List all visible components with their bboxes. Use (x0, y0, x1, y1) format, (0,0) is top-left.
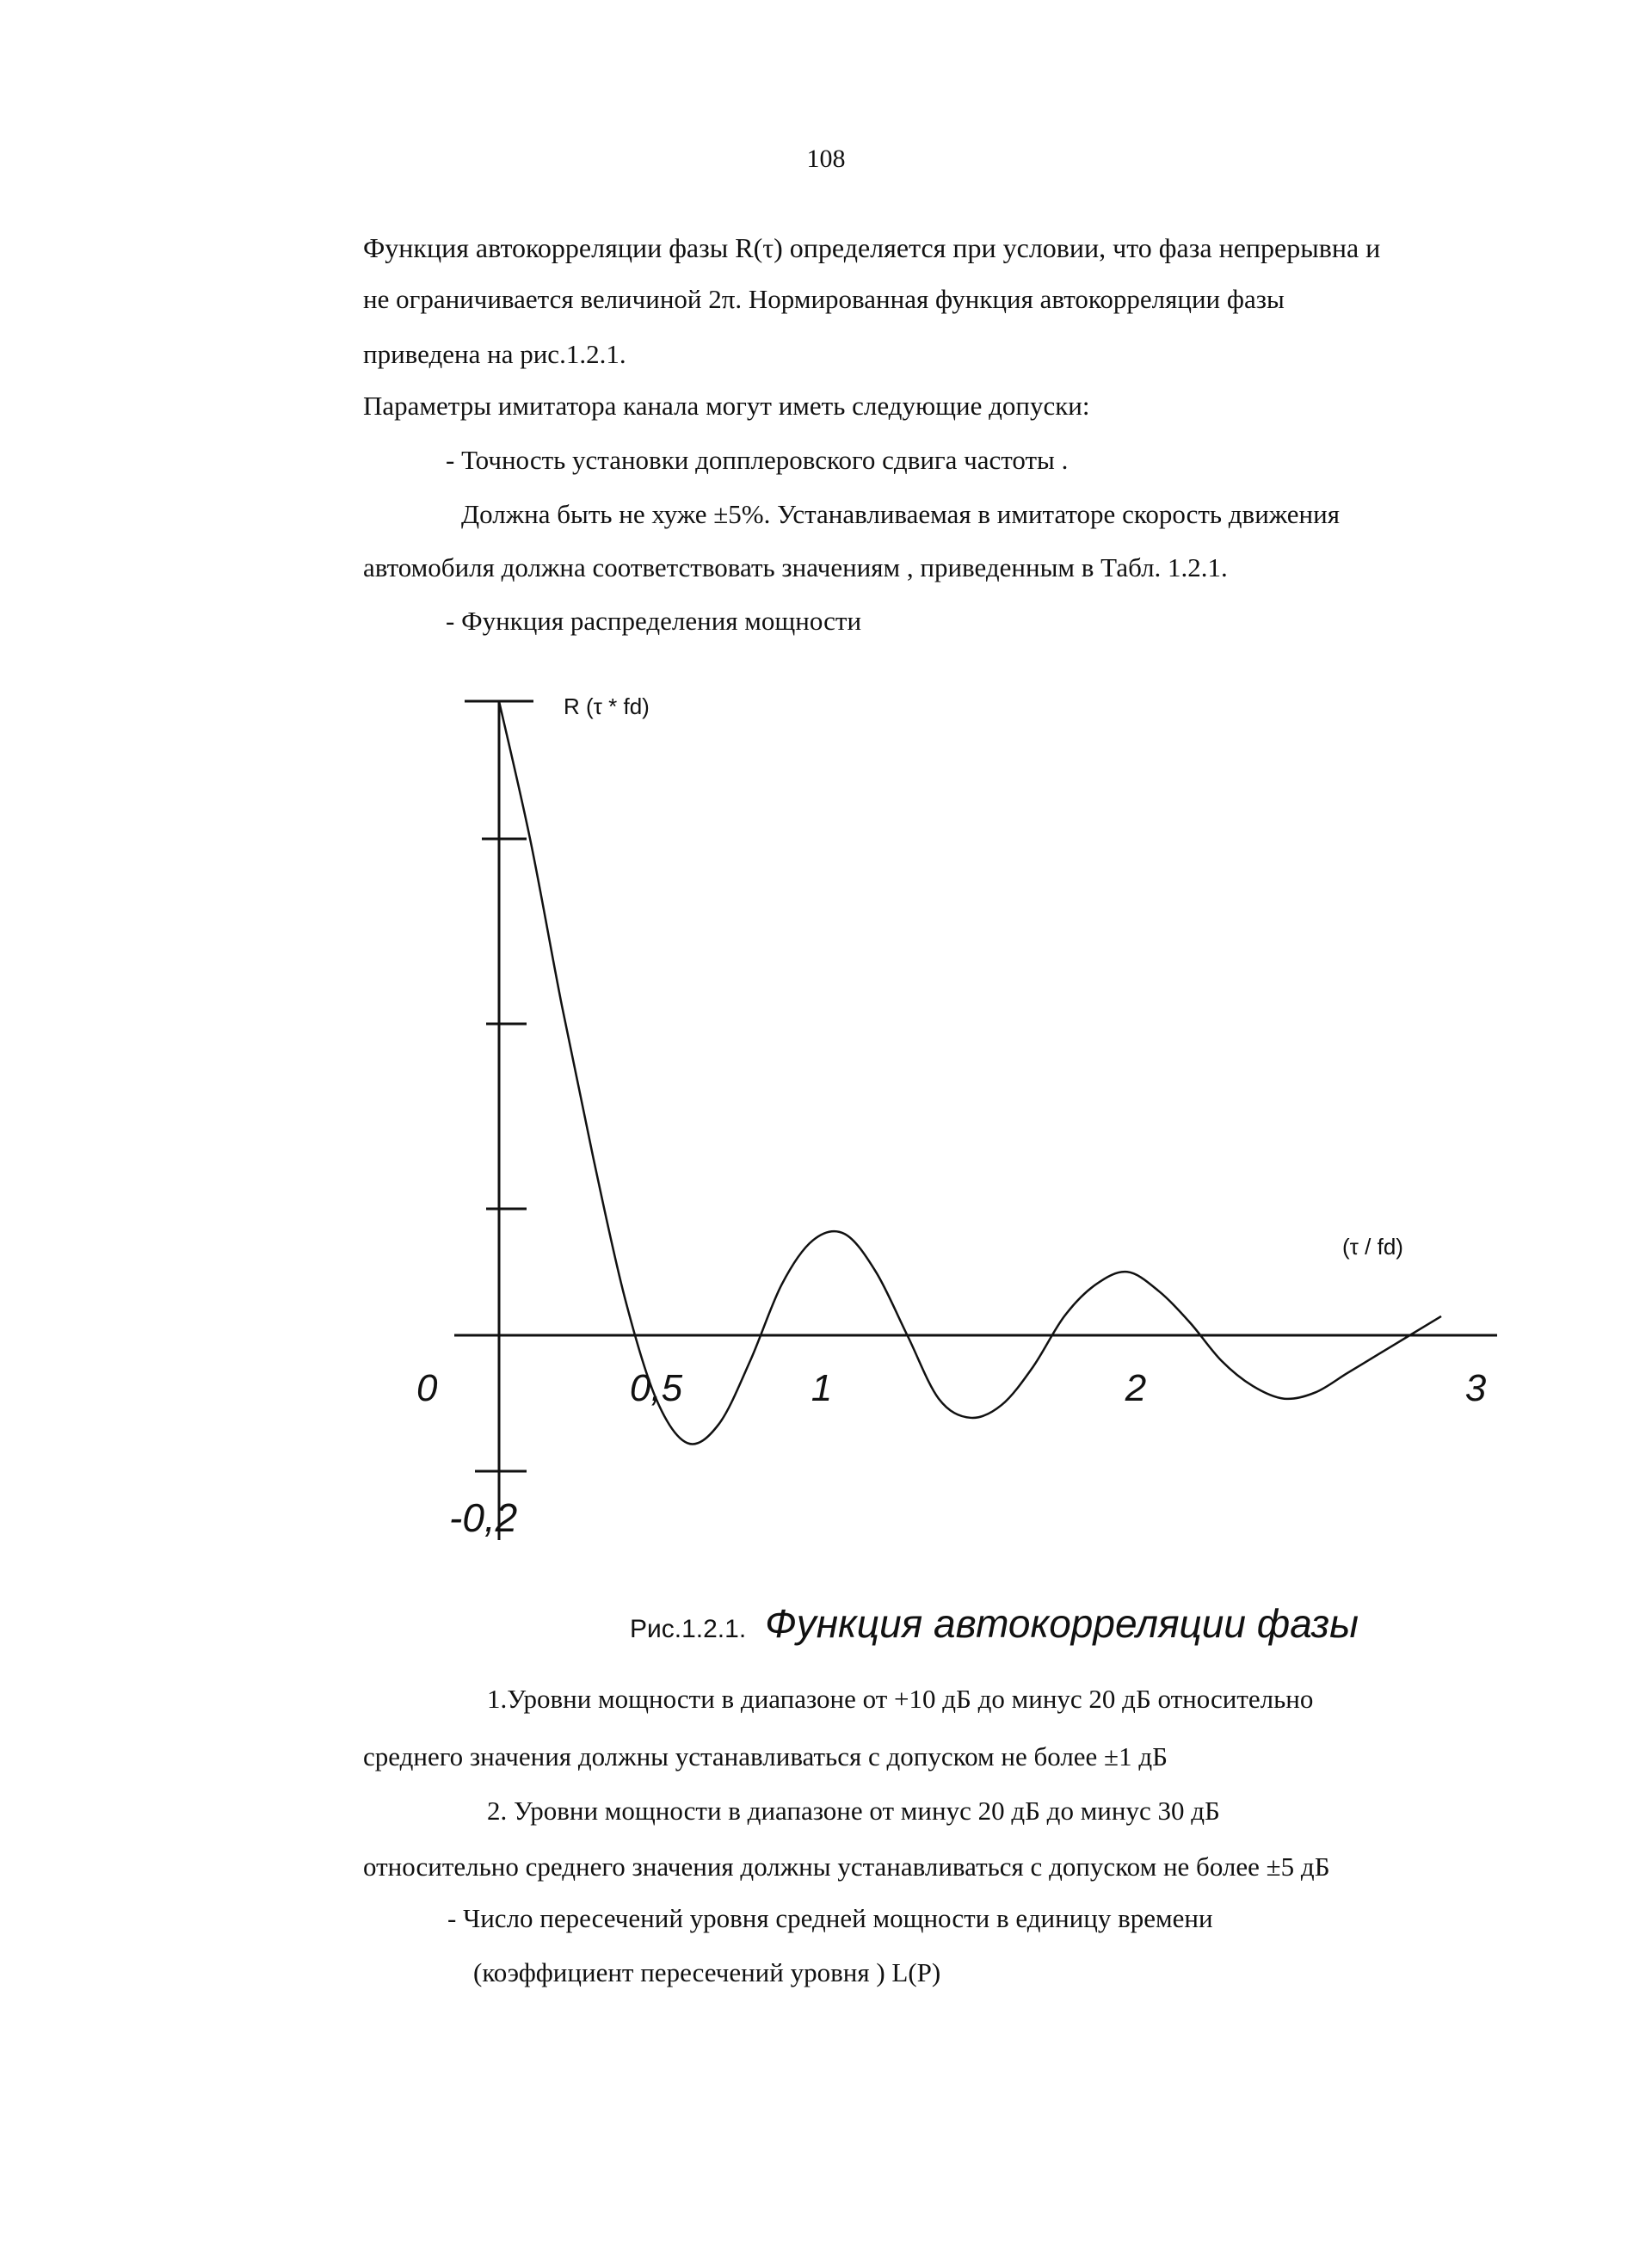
paragraph-line: (коэффициент пересечений уровня ) L(P) (473, 1957, 941, 1987)
y-tick-label: -0,2 (449, 1495, 518, 1540)
paragraph-line: приведена на рис.1.2.1. (363, 339, 626, 369)
paragraph-line: - Точность установки допплеровского сдвига частоты . (446, 445, 1069, 475)
paragraph-line: среднего значения должны устанавливаться с допуском не более ±1 дБ (363, 1741, 1168, 1771)
x-tick-label: 3 (1464, 1367, 1487, 1409)
paragraph-line: - Функция распределения мощности (446, 606, 862, 636)
paragraph-line: 2. Уровни мощности в диапазоне от минус 20 дБ до минус 30 дБ (487, 1796, 1220, 1826)
figure-caption (630, 1600, 1359, 1647)
page-number: 108 (806, 145, 846, 173)
caption-number: Рис.1.2.1. (630, 1615, 747, 1643)
paragraph-line: Функция автокорреляции фазы R(τ) определяется при условии, что фаза непрерывна и (363, 232, 1381, 263)
paragraph-line: Должна быть не хуже ±5%. Устанавливаемая в имитаторе скорость движения (461, 499, 1340, 529)
paragraph-line: относительно среднего значения должны устанавливаться с допуском не более ±5 дБ (363, 1851, 1330, 1882)
x-tick-label: 0 (416, 1367, 438, 1409)
paragraph-line: автомобиля должна соответствовать значениям , приведенным в Табл. 1.2.1. (363, 552, 1228, 582)
paragraph-line: - Число пересечений уровня средней мощности в единицу времени (447, 1903, 1213, 1933)
paragraph-line: не ограничивается величиной 2π. Нормированная функция автокорреляции фазы (363, 284, 1285, 314)
y-axis-label: R (τ * fd) (564, 693, 650, 719)
paragraph-line: Параметры имитатора канала могут иметь следующие допуски: (363, 391, 1090, 421)
x-tick-label: 1 (811, 1367, 833, 1409)
x-axis-label: (τ / fd) (1342, 1234, 1403, 1260)
x-tick-label: 2 (1125, 1367, 1147, 1409)
series-line-R (499, 701, 1441, 1444)
x-tick-label: 0,5 (629, 1367, 683, 1409)
caption-title: Функция автокорреляции фазы (765, 1601, 1359, 1646)
paragraph-line: 1.Уровни мощности в диапазоне от +10 дБ до минус 20 дБ относительно (487, 1684, 1314, 1714)
